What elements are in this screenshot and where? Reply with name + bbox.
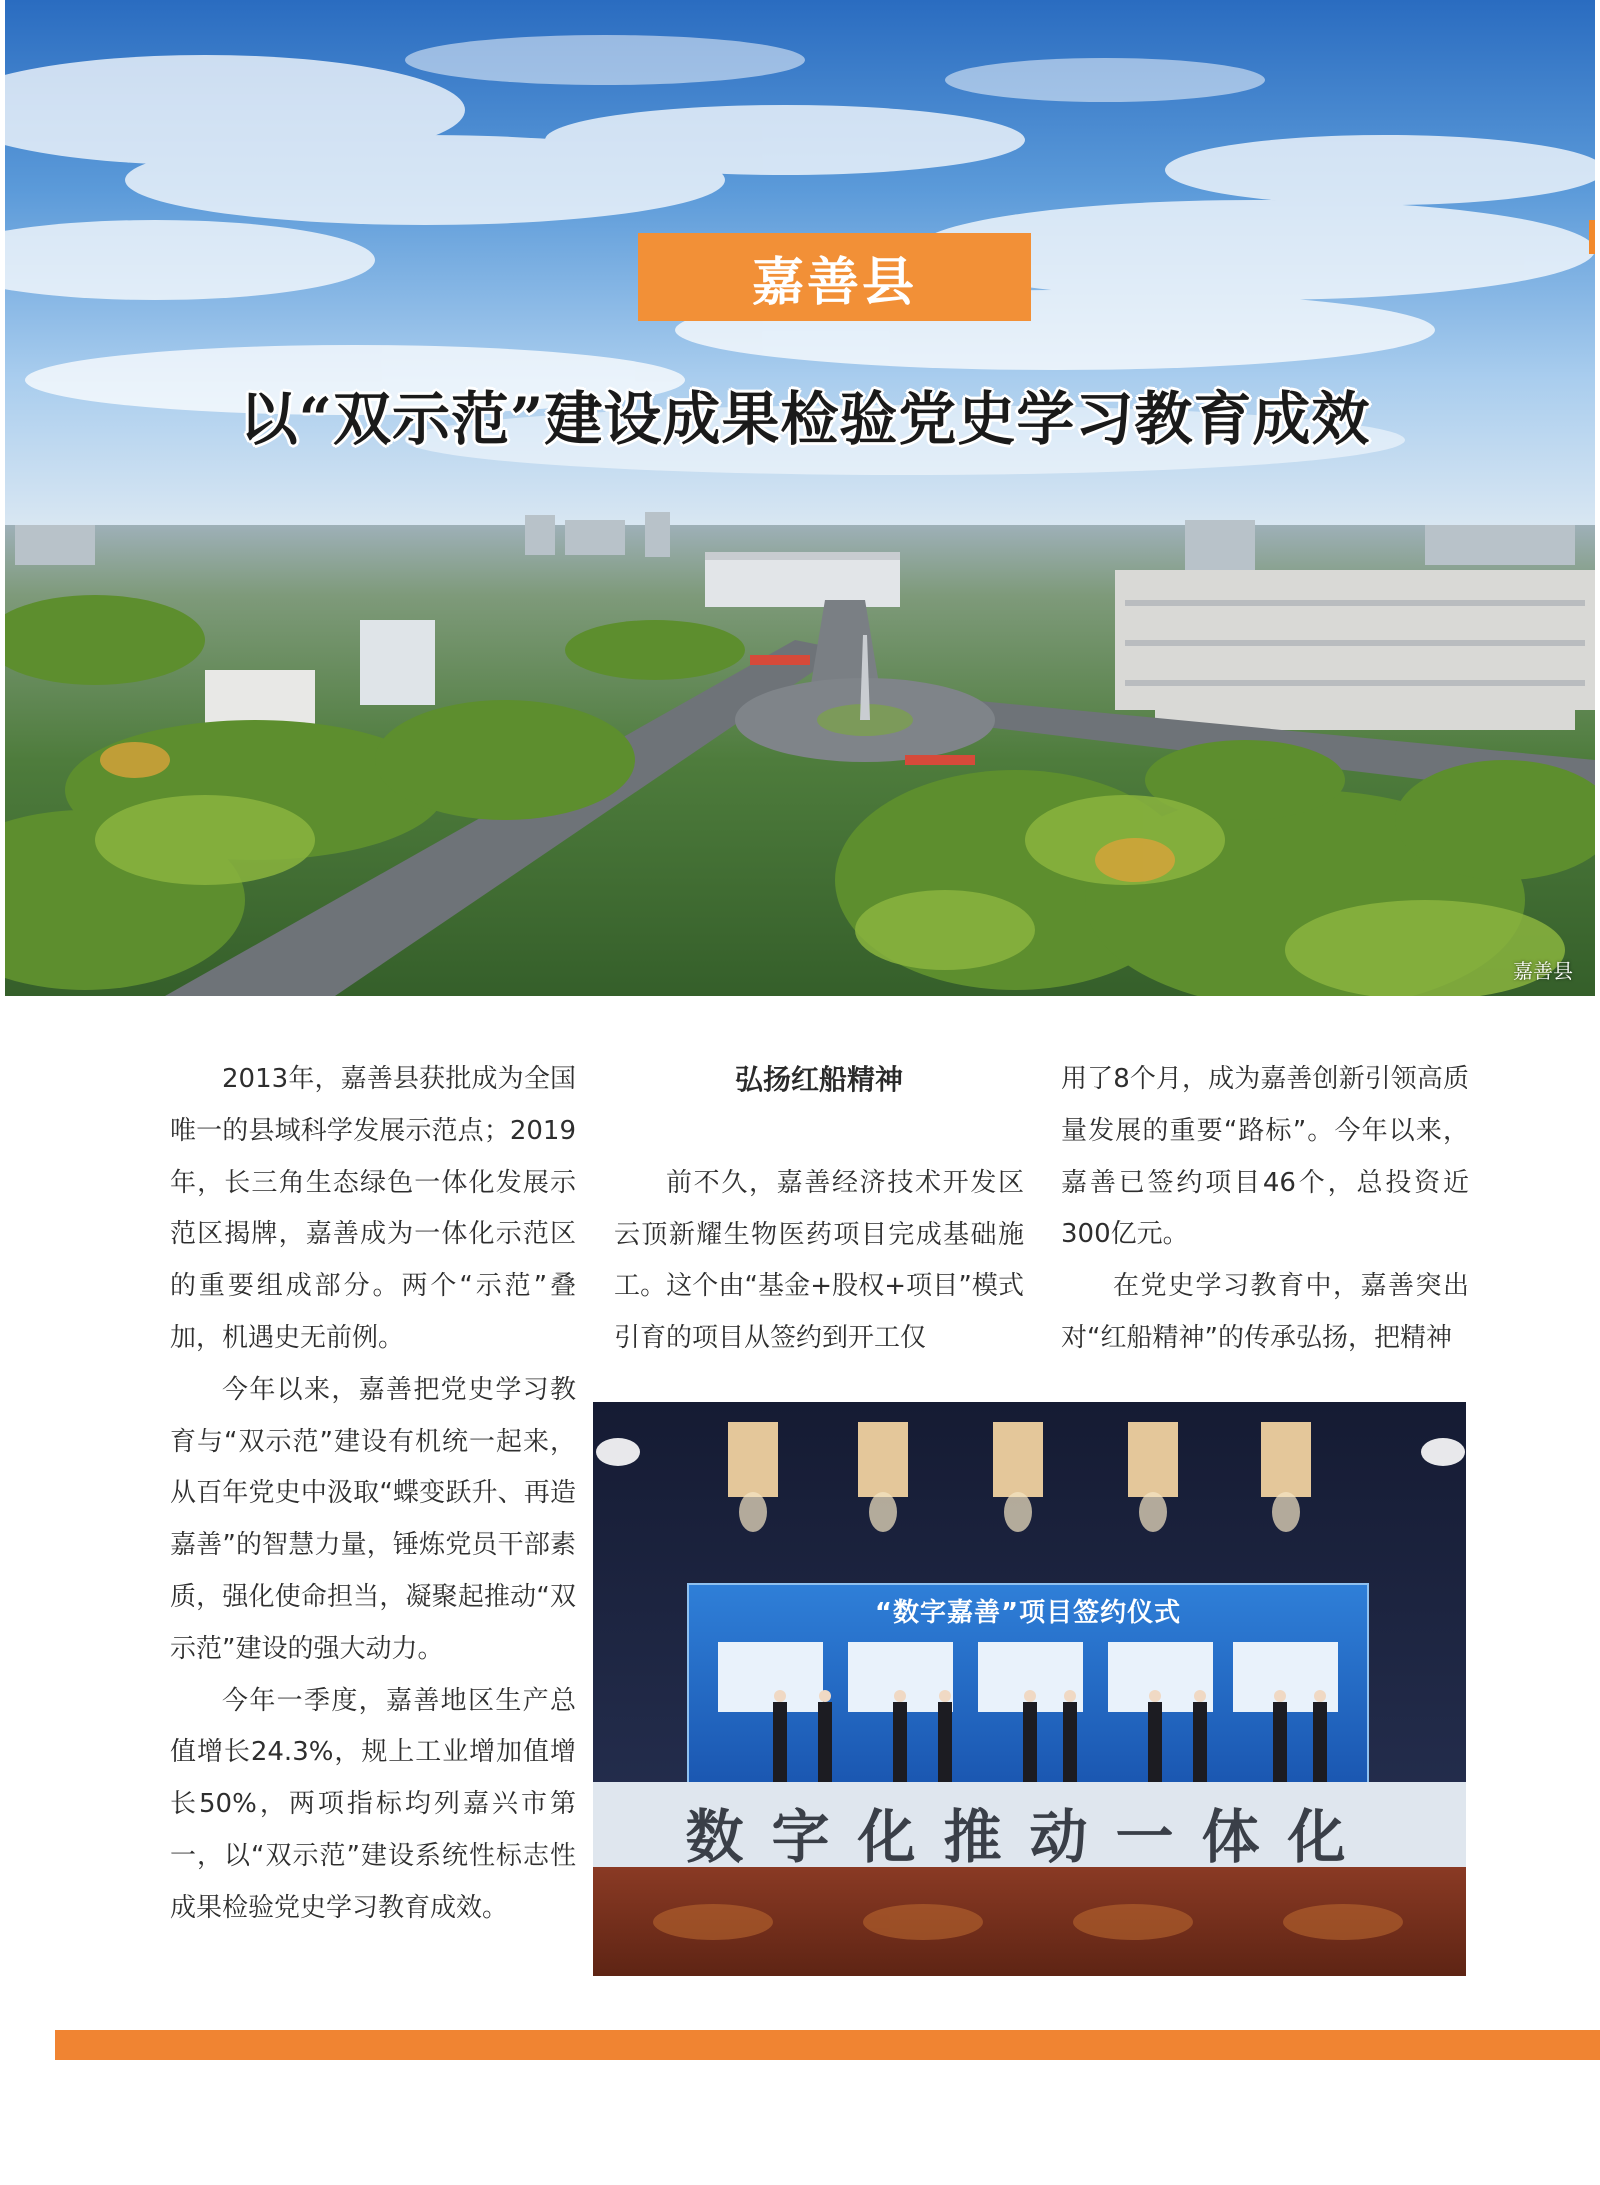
article-column-2 xyxy=(614,1054,1024,1365)
page-edge-tab xyxy=(1589,220,1595,254)
paragraph: 今年以来，嘉善把党史学习教育与“双示范”建设有机统一起来，从百年党史中汲取“蝶变跃升、再造嘉善”的智慧力量，锤炼党员干部素质，强化使命担当，凝聚起推动“双示范”建设的强大动力。 xyxy=(170,1374,576,1664)
aerial-city-illustration xyxy=(5,0,1595,996)
article-column-1 xyxy=(170,1054,576,1935)
county-label: 嘉善县 xyxy=(751,252,917,313)
hero-photo-caption: 嘉善县 xyxy=(1513,959,1573,983)
ceremony-screen-title: “数字嘉善”项目签约仪式 xyxy=(874,1598,1182,1628)
paragraph: 今年一季度，嘉善地区生产总值增长24.3%，规上工业增加值增长50%，两项指标均列嘉兴市第一，以“双示范”建设系统性标志性成果检验党史学习教育成效。 xyxy=(170,1685,576,1923)
paragraph: 用了8个月，成为嘉善创新引领高质量发展的重要“路标”。今年以来，嘉善已签约项目46个，总投资近300亿元。 xyxy=(1061,1064,1469,1250)
ceremony-stage-illustration xyxy=(593,1402,1466,1976)
article-column-3 xyxy=(1061,1054,1469,1365)
county-label-box xyxy=(638,233,1031,321)
paragraph: 2013年，嘉善县获批成为全国唯一的县域科学发展示范点；2019年，长三角生态绿色一体化发展示范区揭牌，嘉善成为一体化示范区的重要组成部分。两个“示范”叠加，机遇史无前例。 xyxy=(170,1064,576,1353)
ceremony-stage-banner: 数字化推动一体化 xyxy=(685,1803,1374,1871)
footer-accent-bar xyxy=(55,2030,1600,2060)
paragraph: 前不久，嘉善经济技术开发区云顶新耀生物医药项目完成基础施工。这个由“基金+股权+项目”模式引育的项目从签约到开工仅 xyxy=(614,1167,1024,1354)
section-heading: 弘扬红船精神 xyxy=(734,1063,903,1096)
paragraph: 在党史学习教育中，嘉善突出对“红船精神”的传承弘扬，把精神 xyxy=(1061,1271,1469,1353)
article-title: 以“双示范”建设成果检验党史学习教育成效 xyxy=(239,385,1371,453)
hero-photo xyxy=(5,0,1595,996)
signing-ceremony-photo xyxy=(593,1402,1466,1976)
